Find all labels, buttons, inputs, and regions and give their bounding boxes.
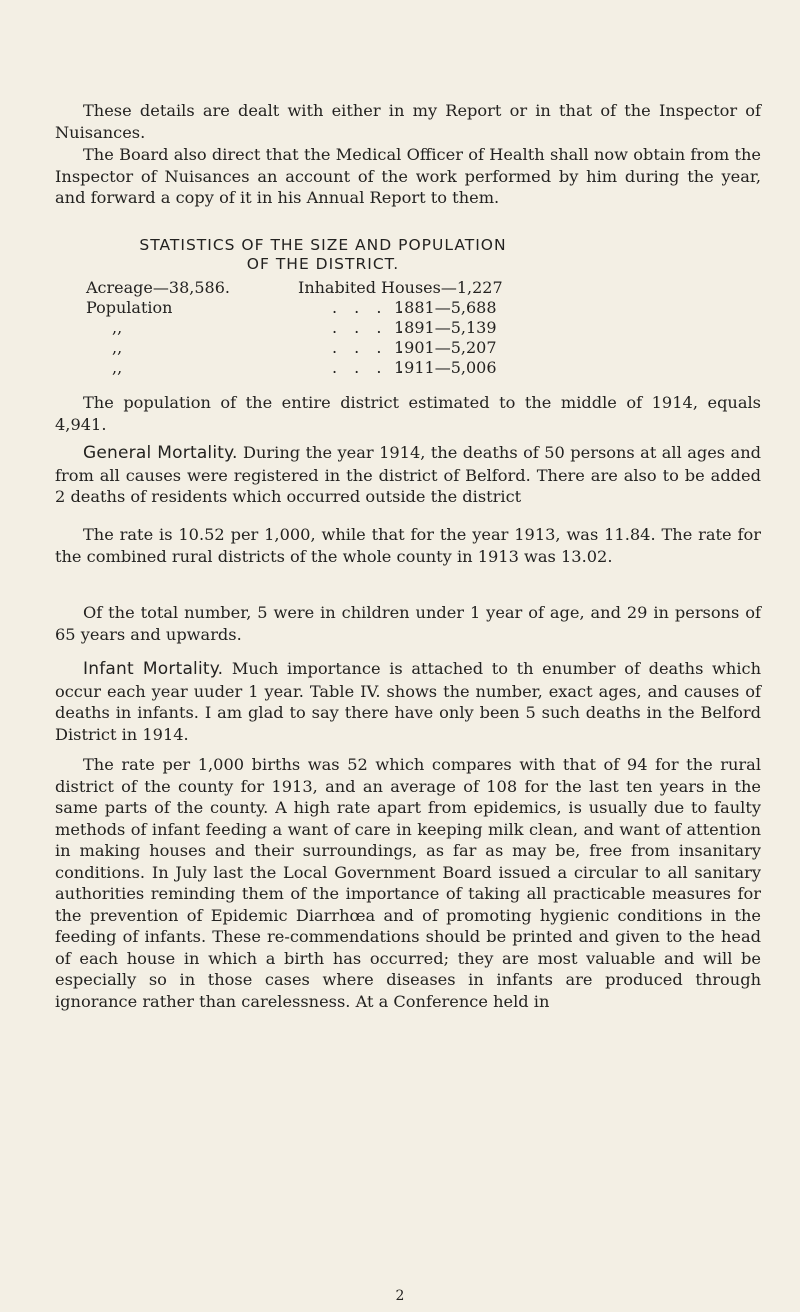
- birth-rate-paragraph: The rate per 1,000 births was 52 which compares with that of 94 for the rural district of the county for 1913, and an average of 108 for the last ten years in the same parts of the county. A high rate apart from epidemics, is usually due to faulty methods of infant feeding a want of care in keeping milk clean, and want of attention in making houses and their surroundings, as far as may be, free from insanitary conditions. In July last the Local Government Board issued a circular to all sanitary authorities reminding them of the importance of taking all practicable measures for the prevention of Epidemic Diarrhœa and of promoting hygienic conditions in the feeding of infants. These re-commendations should be printed and given to the head of each house in which a birth has occurred; they are most valuable and will be especially so in those cases where diseases in infants are produced through ignorance rather than carelessness. At a Conference held in: [55, 755, 761, 1011]
- statistics-title-line2: OF THE DISTRICT.: [246, 255, 400, 273]
- leader-dots: . . . .: [332, 318, 410, 337]
- statistics-title-line1: STATISTICS OF THE SIZE AND POPULATION: [139, 236, 507, 254]
- population-label: Population: [86, 298, 173, 317]
- total-paragraph: Of the total number, 5 were in children under 1 year of age, and 29 in persons of 65 years and upwards.: [55, 603, 761, 644]
- statistics-acreage-row: [86, 278, 726, 298]
- population-value: 1891—5,139: [394, 318, 497, 337]
- population-value: 1881—5,688: [394, 298, 497, 317]
- ditto-mark: ,,: [112, 318, 123, 337]
- board-paragraph: The Board also direct that the Medical Officer of Health shall now obtain from the Inspector of Nuisances an account of the work performed by him during the year, and forward a copy of it in his Annual Report to them.: [55, 145, 761, 207]
- general-mortality-paragraph: [55, 442, 761, 508]
- general-mortality-text: During the year 1914, the deaths of 50 persons at all ages and from all causes were registered in the district of Belford. There are also to be added 2 deaths of residents which occurred outside the district: [55, 443, 761, 506]
- leader-dots: . . . .: [332, 338, 410, 357]
- population-row: [86, 358, 726, 378]
- population-value: 1911—5,006: [394, 358, 497, 377]
- page-number: 2: [395, 1288, 405, 1304]
- estimate-paragraph: The population of the entire district estimated to the middle of 1914, equals 4,941.: [55, 393, 761, 434]
- ditto-mark: ,,: [112, 338, 123, 357]
- infant-mortality-paragraph: [55, 658, 761, 745]
- intro-paragraph: These details are dealt with either in my Report or in that of the Inspector of Nuisances.: [55, 101, 761, 142]
- houses-text: Inhabited Houses—1,227: [298, 278, 503, 297]
- infant-mortality-text: Much importance is attached to th enumber of deaths which occur each year uuder 1 year. Table IV. shows the number, exact ages, and causes of deaths in infants. I am glad to say there have only been 5 such deaths in the Belford District in 1914.: [55, 659, 761, 744]
- infant-mortality-heading: Infant Mortality.: [83, 659, 224, 679]
- ditto-mark: ,,: [112, 358, 123, 377]
- population-row: [86, 338, 726, 358]
- acreage-text: Acreage—38,586.: [86, 278, 230, 297]
- population-row: [86, 298, 726, 318]
- general-mortality-heading: General Mortality.: [83, 443, 238, 463]
- leader-dots: . . . .: [332, 298, 410, 317]
- rate-paragraph: The rate is 10.52 per 1,000, while that for the year 1913, was 11.84. The rate for the combined rural districts of the whole county in 1913 was 13.02.: [55, 525, 761, 566]
- population-value: 1901—5,207: [394, 338, 497, 357]
- population-row: [86, 318, 726, 338]
- leader-dots: . . . .: [332, 358, 410, 377]
